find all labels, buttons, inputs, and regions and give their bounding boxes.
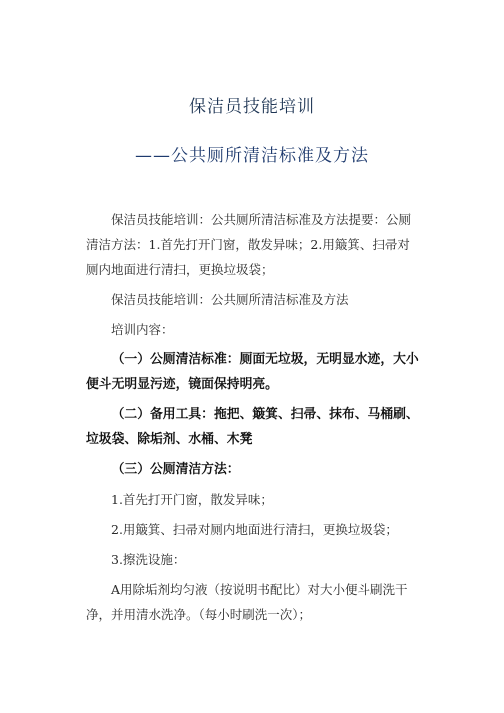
step-1: 1.首先打开门窗，散发异味； <box>111 492 273 507</box>
section-standard: （一）公厕清洁标准：厕面无垃圾，无明显水迹，大小便斗无明显污迹，镜面保持明亮。 <box>86 352 419 392</box>
step-2: 2.用簸箕、扫帚对厕内地面进行清扫，更换垃圾袋； <box>111 522 398 537</box>
step-3: 3.擦洗设施： <box>111 552 186 567</box>
document-title: 保洁员技能培训 <box>189 97 315 117</box>
section-method: （三）公厕清洁方法： <box>111 462 240 477</box>
step-3a: A用除垢剂均匀液（按说明书配比）对大小便斗刷洗干净，并用清水洗净。（每小时刷洗一次）； <box>86 582 408 622</box>
training-content-label: 培训内容： <box>111 322 174 337</box>
summary-paragraph: 保洁员技能培训：公共厕所清洁标准及方法提要：公厕清洁方法：1.首先打开门窗，散发异味；2.用簸箕、扫帚对厕内地面进行清扫，更换垃圾袋； <box>86 212 412 277</box>
document-body <box>86 207 422 632</box>
heading-line: 保洁员技能培训：公共厕所清洁标准及方法 <box>111 292 349 307</box>
section-tools: （二）备用工具：拖把、簸箕、扫帚、抹布、马桶刷、垃圾袋、除垢剂、水桶、木凳 <box>86 407 419 447</box>
document-subtitle: ——公共厕所清洁标准及方法 <box>135 146 369 166</box>
